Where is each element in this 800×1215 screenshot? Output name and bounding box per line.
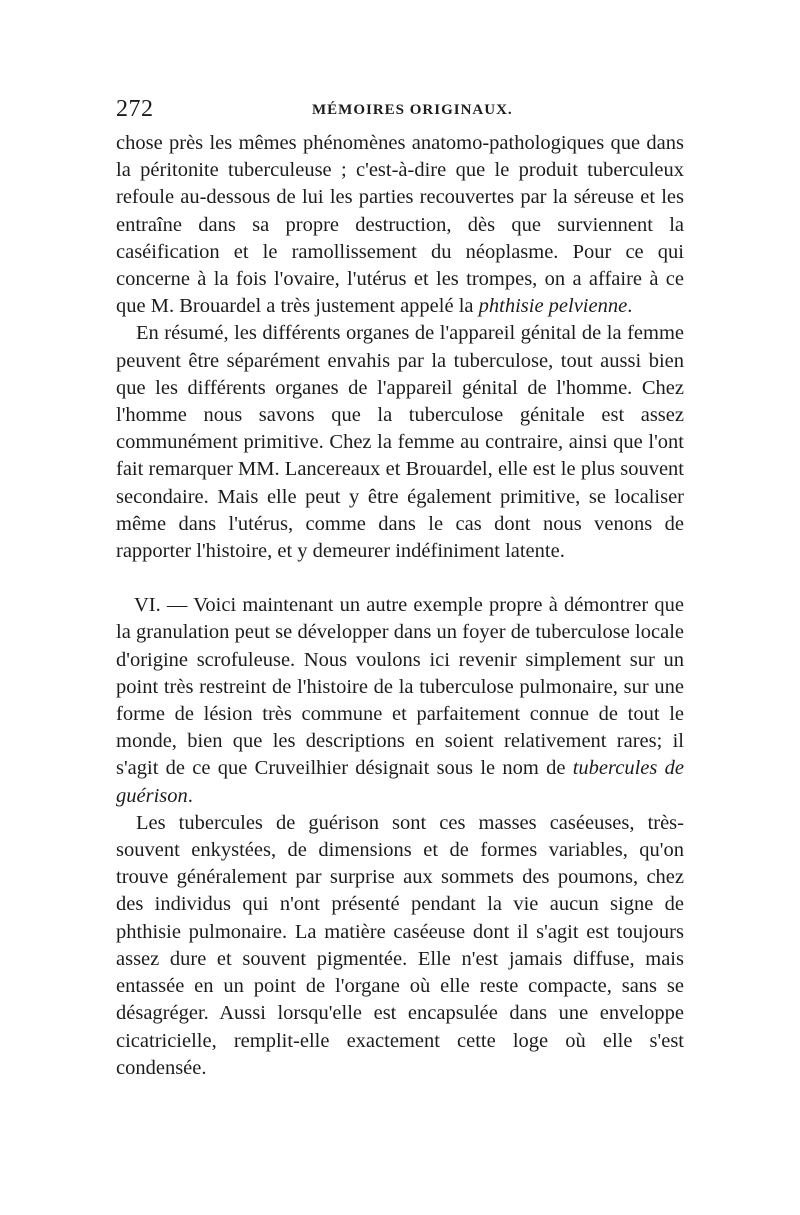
running-title: MÉMOIRES ORIGINAUX. bbox=[312, 102, 513, 118]
paragraph-4: Les tubercules de guérison sont ces masses caséeuses, très-souvent enkystées, de dimensions et de formes variables, qu'on trouve généralement par surprise aux sommets des poumons, chez des individus qui n'ont présenté pendant la vie aucun signe de phthisie pulmonaire. La matière caséeuse dont il s'agit est toujours assez dure et souvent pigmentée. Elle n'est jamais diffuse, mais entassée en un point de l'organe où elle reste compacte, sans se désagréger. Aussi lorsqu'elle est encapsulée dans une enveloppe cicatricielle, remplit-elle exactement cette loge où elle s'est condensée. bbox=[116, 811, 684, 1079]
paragraph-3-end: . bbox=[187, 784, 193, 807]
running-head bbox=[112, 96, 692, 126]
paragraph-2: En résumé, les différents organes de l'appareil génital de la femme peuvent être séparément envahis par la tuberculose, tout aussi bien que les différents organes de l'appareil génital de l'homme. Chez l'homme nous savons que la tuberculose génitale est assez communément primitive. Chez la femme au contraire, ainsi que l'ont fait remarquer MM. Lancereaux et Brouardel, elle est le plus souvent secondaire. Mais elle peut y être également primitive, se localiser même dans l'utérus, comme dans le cas dont nous venons de rapporter l'histoire, et y demeurer indéfiniment latente. bbox=[116, 322, 684, 563]
paragraph-3-italic: tubercules de guérison bbox=[116, 757, 684, 807]
paragraph-1-end: . bbox=[627, 295, 633, 318]
paragraph-3 bbox=[116, 592, 684, 810]
paragraph-1-italic: phthisie pelvienne bbox=[478, 295, 628, 318]
page-number: 272 bbox=[116, 96, 154, 122]
paragraph-1-text: chose près les mêmes phénomènes anatomo-pathologiques que dans la péritonite tuberculeuse ; c'est-à-dire que le produit tuberculeux refoule au-dessous de lui les parties recouvertes par la séreuse et les entraîne dans sa propre destruction, dès que surviennent la caséification et le ramollissement du néoplasme. Pour ce qui concerne à la fois l'ovaire, l'utérus et les trompes, on a affaire à ce que M. Brouardel a très justement appelé la bbox=[116, 132, 684, 318]
paragraph-3-text: VI. — Voici maintenant un autre exemple propre à démontrer que la granulation peut se développer dans un foyer de tuberculose locale d'origine scrofuleuse. Nous voulons ici revenir simplement sur un point très restreint de l'histoire de la tuberculose pulmonaire, sur une forme de lésion très commune et parfaitement connue de tout le monde, bien que les descriptions en soient relativement rares; il s'agit de ce que Cruveilhier désignait sous le nom de bbox=[116, 594, 684, 780]
paragraph-1 bbox=[116, 130, 684, 320]
body-text bbox=[116, 130, 684, 1082]
